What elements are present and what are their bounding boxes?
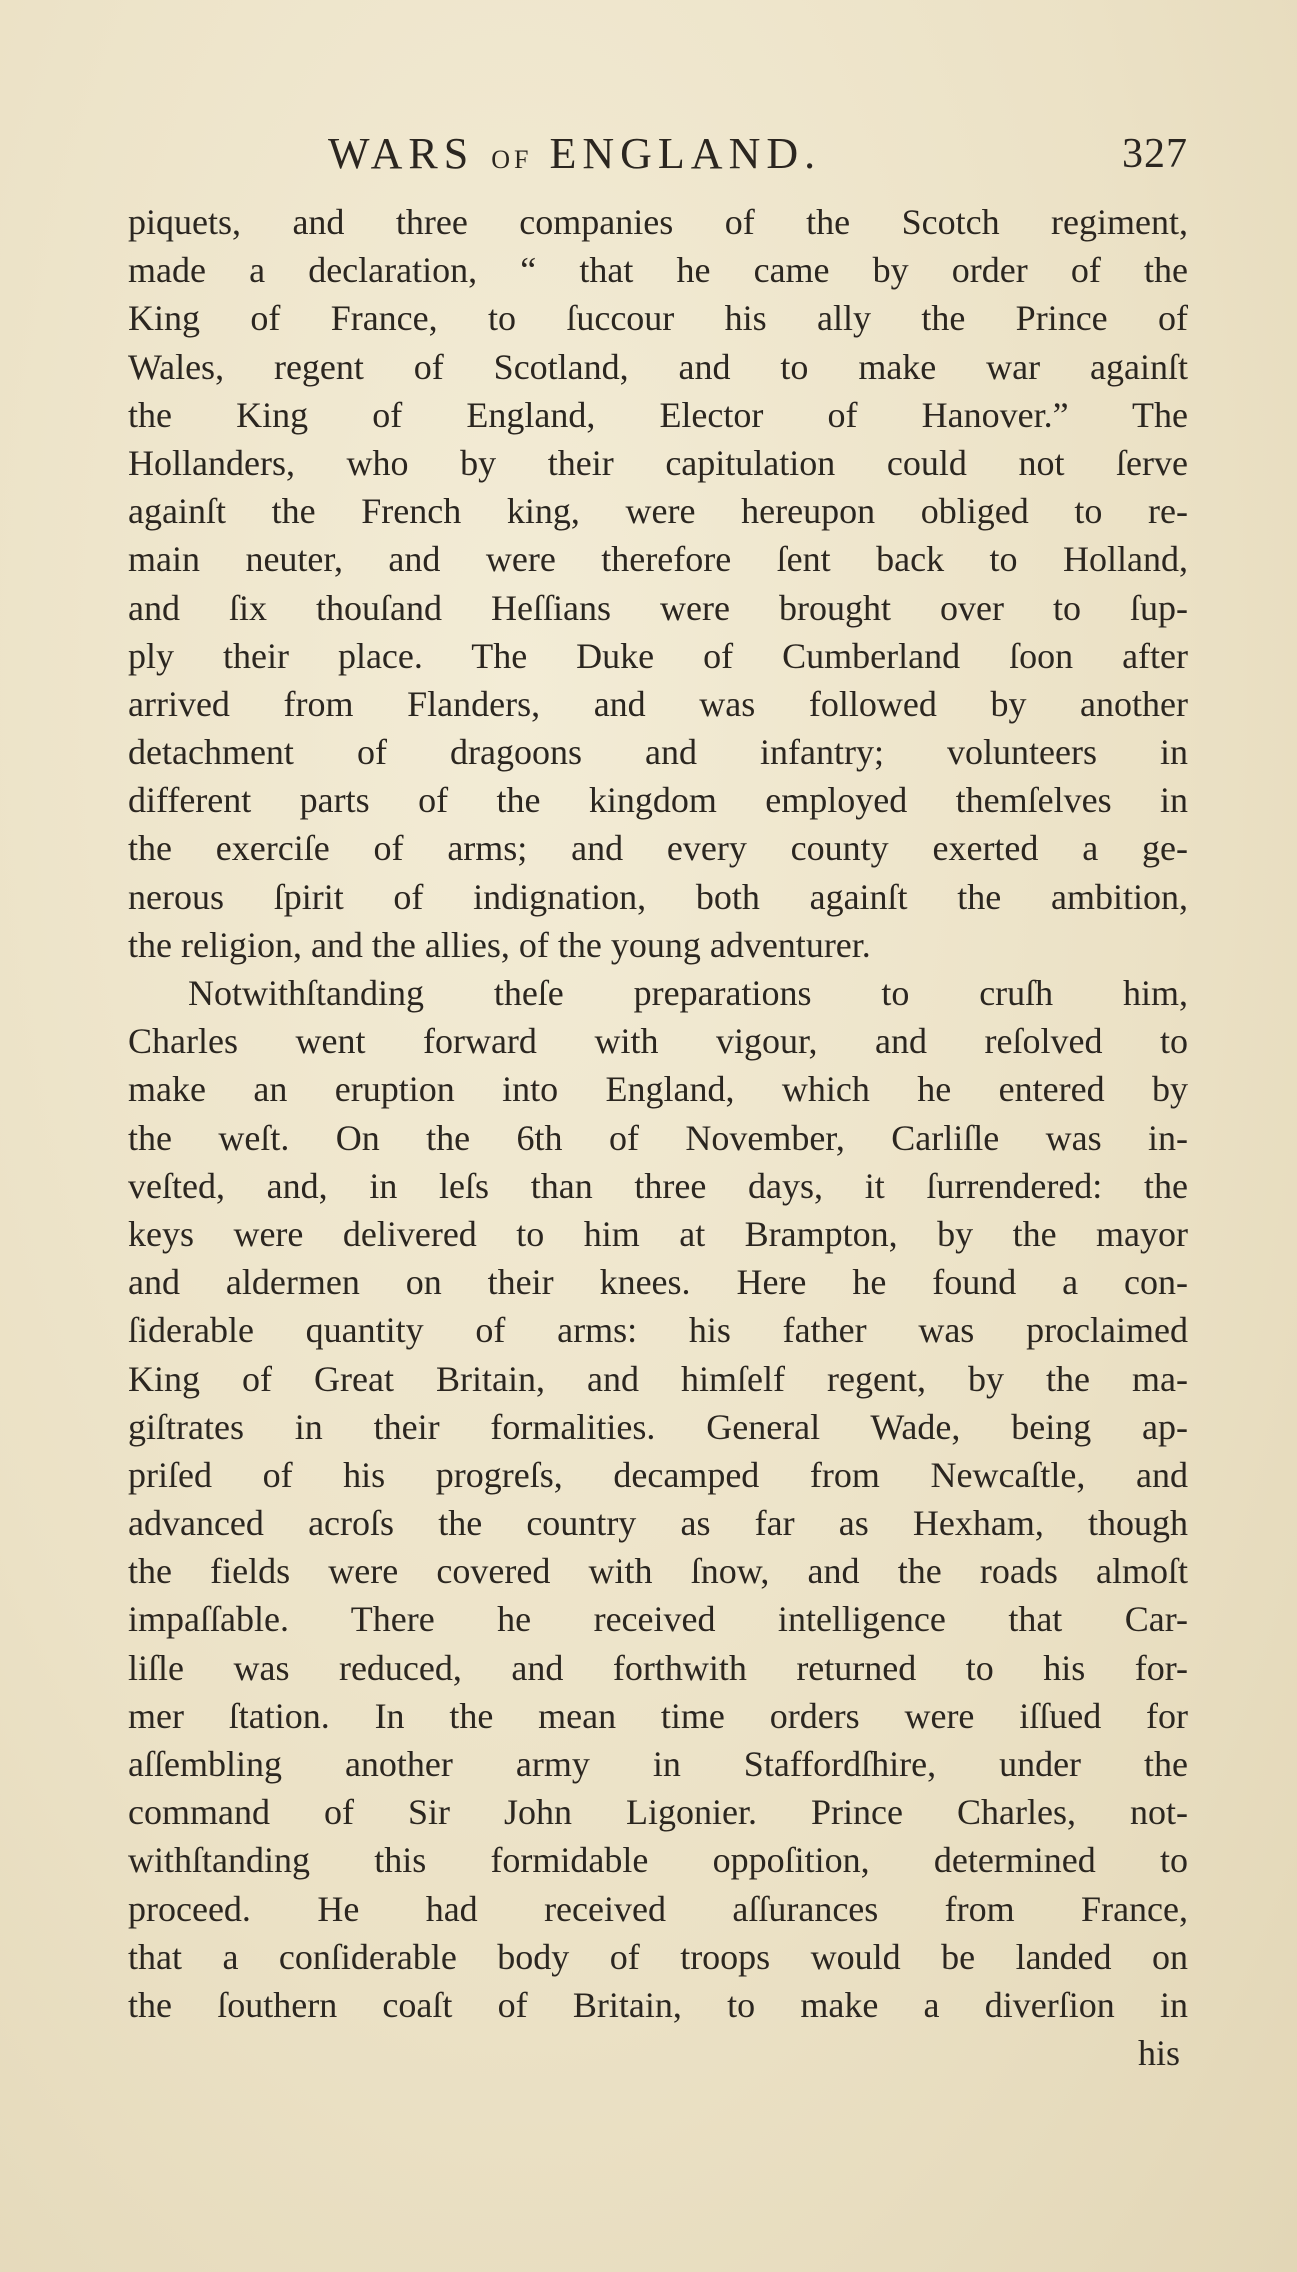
text-line: ply their place. The Duke of Cumberland ſoon after <box>128 635 1188 676</box>
text-line: the weſt. On the 6th of November, Carliſle was in- <box>128 1117 1188 1158</box>
text-line: veſted, and, in leſs than three days, it ſurrendered: the <box>128 1165 1188 1206</box>
text-line: Hollanders, who by their capitulation could not ſerve <box>128 442 1188 483</box>
text-line: the King of England, Elector of Hanover.” The <box>128 394 1188 435</box>
text-line: King of France, to ſuccour his ally the Prince of <box>128 298 1188 339</box>
text-line: that a conſiderable body of troops would be landed on <box>128 1936 1188 1977</box>
text-line: mer ſtation. In the mean time orders were iſſued for <box>128 1695 1188 1736</box>
running-title-england: ENGLAND. <box>549 129 822 178</box>
text-line: proceed. He had received aſſurances from France, <box>128 1888 1188 1929</box>
catchword: his <box>1137 2033 1180 2074</box>
text-line: priſed of his progreſs, decamped from Newcaſtle, and <box>128 1454 1188 1495</box>
book-page <box>128 128 1188 2077</box>
text-line: different parts of the kingdom employed themſelves in <box>128 780 1188 821</box>
text-line: advanced acroſs the country as far as Hexham, though <box>128 1503 1188 1544</box>
text-line: main neuter, and were therefore ſent back to Holland, <box>128 539 1188 580</box>
text-line: and aldermen on their knees. Here he found a con- <box>128 1262 1188 1303</box>
text-line: make an eruption into England, which he entered by <box>128 1069 1188 1110</box>
text-line: nerous ſpirit of indignation, both againſt the ambition, <box>128 876 1188 917</box>
running-title-of: OF <box>491 145 533 174</box>
text-line: piquets, and three companies of the Scotch regiment, <box>128 202 1188 242</box>
text-line: made a declaration, “ that he came by order of the <box>128 250 1188 291</box>
text-line: command of Sir John Ligonier. Prince Charles, not- <box>128 1792 1188 1833</box>
text-line: keys were delivered to him at Brampton, by the mayor <box>128 1213 1188 1254</box>
running-head <box>128 128 1188 198</box>
text-line: Wales, regent of Scotland, and to make war againſt <box>128 346 1188 387</box>
text-line: the ſouthern coaſt of Britain, to make a diverſion in <box>128 1984 1188 2025</box>
body-text <box>128 198 1188 2029</box>
text-line: arrived from Flanders, and was followed by another <box>128 683 1188 724</box>
text-line: liſle was reduced, and forthwith returned to his for- <box>128 1647 1188 1688</box>
text-line: detachment of dragoons and infantry; volunteers in <box>128 732 1188 773</box>
running-title-wars: WARS <box>328 129 475 178</box>
page-number: 327 <box>1122 131 1188 177</box>
text-line: King of Great Britain, and himſelf regent, by the ma- <box>128 1358 1188 1399</box>
text-line: withſtanding this formidable oppoſition, determined to <box>128 1840 1188 1881</box>
text-line: Notwithſtanding theſe preparations to cruſh him, <box>188 973 1188 1013</box>
text-line: the fields were covered with ſnow, and the roads almoſt <box>128 1551 1188 1592</box>
text-line: ſiderable quantity of arms: his father was proclaimed <box>128 1310 1188 1351</box>
text-line: the religion, and the allies, of the young adventurer. <box>128 924 871 965</box>
text-line: and ſix thouſand Heſſians were brought over to ſup- <box>128 587 1188 628</box>
text-line: impaſſable. There he received intelligence that Car- <box>128 1599 1188 1640</box>
text-line: Charles went forward with vigour, and reſolved to <box>128 1021 1188 1062</box>
text-line: aſſembling another army in Staffordſhire, under the <box>128 1744 1188 1784</box>
text-line: the exerciſe of arms; and every county exerted a ge- <box>128 828 1188 869</box>
running-title <box>328 128 821 179</box>
text-line: giſtrates in their formalities. General Wade, being ap- <box>128 1406 1188 1447</box>
text-line: againſt the French king, were hereupon obliged to re- <box>128 491 1188 532</box>
